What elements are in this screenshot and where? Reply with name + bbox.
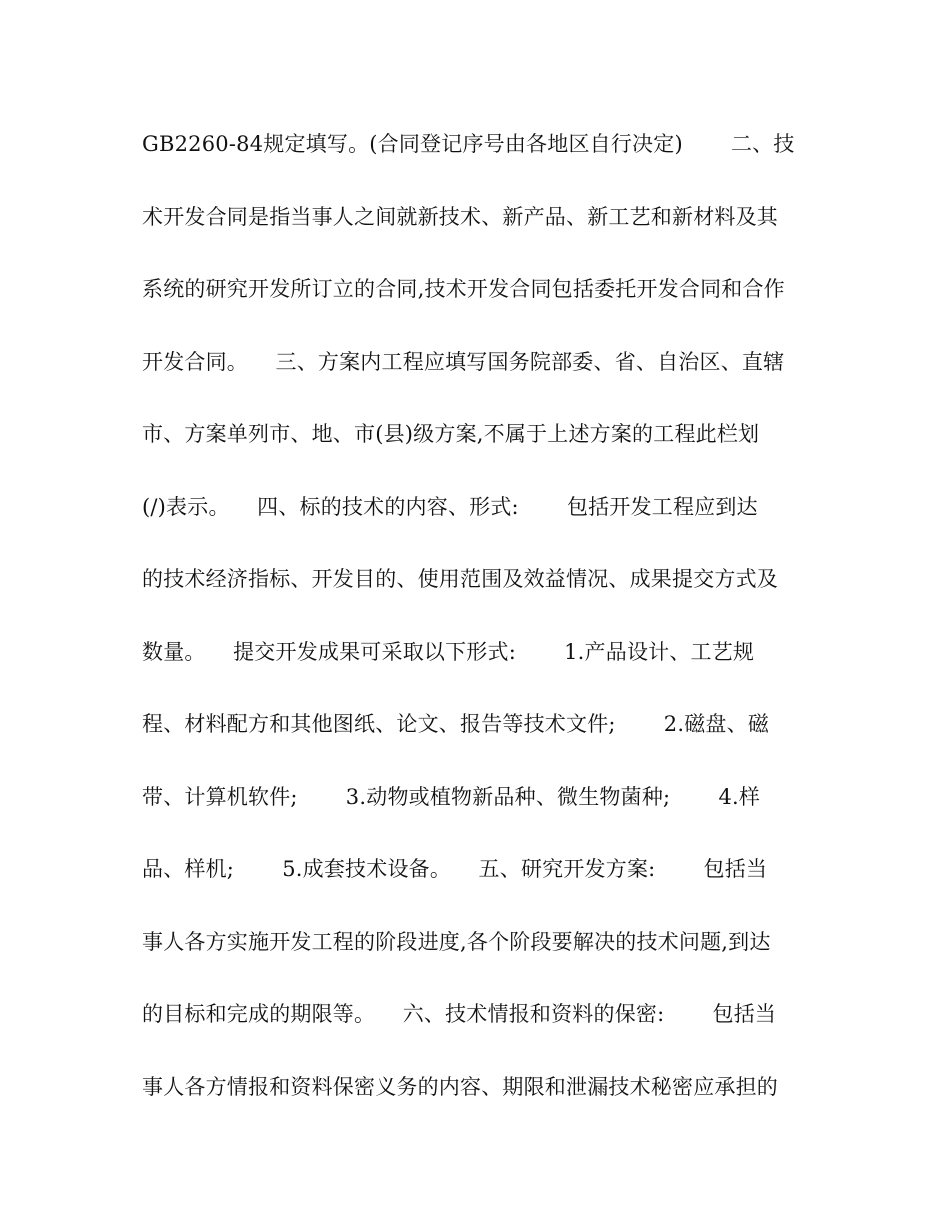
text-line-11: 品、样机; 5.成套技术设备。 五、研究开发方案: 包括当 <box>142 857 768 881</box>
text-line-12: 事人各方实施开发工程的阶段进度,各个阶段要解决的技术问题,到达 <box>142 929 771 954</box>
text-line-6: (/)表示。 四、标的技术的内容、形式: 包括开发工程应到达 <box>142 494 758 519</box>
body-text <box>142 118 822 1133</box>
text-line-3: 系统的研究开发所订立的合同,技术开发合同包括委托开发合同和合作 <box>142 277 785 301</box>
text-line-2: 术开发合同是指当事人之间就新技术、新产品、新工艺和新材料及其 <box>142 204 778 229</box>
text-line-4: 开发合同。 三、方案内工程应填写国务院部委、省、自治区、直辖 <box>142 349 785 374</box>
text-line-5: 市、方案单列市、地、市(县)级方案,不属于上述方案的工程此栏划 <box>142 422 760 446</box>
text-line-10: 带、计算机软件; 3.动物或植物新品种、微生物菌种; 4.样 <box>142 784 761 809</box>
text-line-7: 的技术经济指标、开发目的、使用范围及效益情况、成果提交方式及 <box>142 567 778 591</box>
text-line-13: 的目标和完成的期限等。 六、技术情报和资料的保密: 包括当 <box>142 1002 777 1026</box>
text-line-14: 事人各方情报和资料保密义务的内容、期限和泄漏技术秘密应承担的 <box>142 1074 778 1099</box>
text-line-9: 程、材料配方和其他图纸、论文、报告等技术文件; 2.磁盘、磁 <box>142 712 770 736</box>
text-line-1: GB2260-84规定填写。(合同登记序号由各地区自行决定) 二、技 <box>142 132 795 156</box>
text-line-8: 数量。 提交开发成果可采取以下形式: 1.产品设计、工艺规 <box>142 639 755 664</box>
